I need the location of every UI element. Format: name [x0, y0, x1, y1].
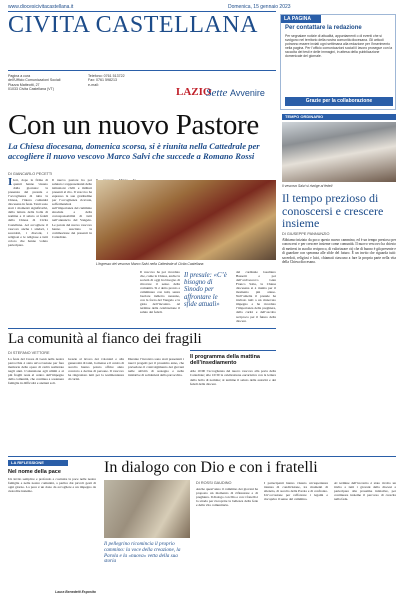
- main-photo-caption: L’ingresso del vescovo Marco Salvi nella Cattedrale di Civita Castellana: [96, 262, 204, 266]
- masthead-rule: [8, 70, 276, 71]
- section-rule: [8, 328, 276, 329]
- reflection-body: Un invito semplice e profondo a costruire la pace nelle nostre famiglie e nelle nostre comunità, a partire dai piccoli gesti di ogni giorno. La pace è un dono da accogliere e un impegno da custodire insieme.: [8, 477, 96, 494]
- section-col-c: Durante l’incontro sono stati presentati i nuovi progetti per il prossimo anno, che prevedono il coinvolgimento dei giovani nelle attività di sostegno e nelle iniziative di solidarietà della parrocchia.: [128, 357, 184, 378]
- right-byline: DI GIUSEPPE PANNUNZIO: [282, 232, 330, 236]
- bottom-photo-caption: Il pellegrino ricomincia il proprio cammino: la voce della creazione, la Parola e la «nuova» vetta della sua storia: [104, 541, 181, 565]
- sidebar-footer: Grazie per la collaborazione: [285, 97, 393, 106]
- installation-photo: [96, 180, 276, 260]
- program-title: Il programma della mattina dell’insediamento: [190, 354, 260, 367]
- issue-date: Domenica, 15 gennaio 2023: [228, 4, 291, 10]
- sidebar-body: Per segnalare notizie di attualità, appuntamenti o di eventi che si svolgono nel territorio della nostra comunità diocesana. Gli articoli potranno essere inviati ogni settimana alla redazione per l’inserimento nella pagina. Per l’ufficio comunicazioni sociali il lavoro prosegue con la raccolta dei testi e delle immagini, in attesa della pubblicazione domenicale del giornale.: [285, 34, 393, 59]
- sidebar-title: Per contattare la redazione: [285, 25, 362, 31]
- bottom-col-3: Al termine dell’incontro è stato rivolto un invito a tutti i giovani della diocesi a partecipare alle prossime iniziative, per continuare insieme il percorso di crescita nella fede.: [334, 481, 396, 502]
- bottom-col-1: Anche quest’anno il cammino dei giovani ha proposto un momento di riflessione e di preghiera. Il dialogo con Dio e con i fratelli è la strada per riscoprire la bellezza della fede e della vita comunitaria.: [196, 487, 258, 508]
- main-col-mid: Il vescovo ha poi ricordato che, come la Chiesa, anche la società di oggi ha bisogno di ritrovare il senso della comunità. Si è detto pronto a camminare con tutti, senza lasciare indietro nessuno, con la forza del Vangelo e la gioia dell’incontro. Al termine della celebrazione il saluto dei fedeli.: [140, 270, 180, 315]
- section-headline: La comunità al fianco dei fragili: [8, 331, 202, 347]
- logo-sette: Sette: [206, 87, 228, 99]
- logo-lazio: LAZIO: [176, 86, 212, 98]
- main-col-4: del cardinale Gualtiero Bassetti e poi dell’arcivescovo Gian Franco Saba, la Chiesa diocesana si è riunita per il momento più atteso. Nell’omelia il presule ha invitato tutti a un rinnovato impegno e ha ricordato l’importanza della preghiera, della carità e dell’ascolto reciproco per il futuro della diocesi.: [236, 270, 276, 322]
- office-info: Pagina a cura dell’Ufficio Comunicazioni Sociali Piazza Matteotti, 27 01033 Civita Castellana (VT): [8, 74, 61, 92]
- site-url: www.diocesicivitacastellana.it: [8, 4, 74, 10]
- bottom-rule: [8, 456, 396, 457]
- sidebar-tab: LA PAGINA: [281, 15, 321, 23]
- main-col-2: Il nuovo pastore ha poi salutato i rappresentanti delle istituzioni civili e militari presenti al rito. Il vescovo ha espresso la sua gratitudine per l’accoglienza ricevuta, soffermandosi sull’importanza del cammino sinodale e della corresponsabilità di tutti nell’annuncio del Vangelo. Le parole del nuovo vescovo hanno suscitato la commozione dei presenti in Cattedrale.: [52, 178, 92, 239]
- section-byline: DI STEFANO VETTORE: [8, 351, 50, 355]
- pilgrim-photo: [104, 480, 190, 538]
- masthead: CIVITA CASTELLANA: [8, 12, 258, 38]
- reflection-author: Laura Benedetti Esposito: [55, 590, 96, 594]
- section-col-a: La festa del Cuore di Gesù nella nostra parrocchia è stata un’occasione per fare memoria delle opere di carità realizzate negli anni. L’attenzione agli ultimi e ai più fragili resta al centro dell’impegno della comunità, che continua a sostenere famiglie in difficoltà e anziani soli.: [8, 357, 64, 386]
- main-deck: La Chiesa diocesana, domenica scorsa, si è riunita nella Cattedrale per accogliere il nuovo vescovo Marco Salvi che succede a Romano Rossi: [8, 141, 260, 161]
- main-col-1: I Ieri, dopo la firma di quanti hanno vissuto dalla giornata: la presenza del presule e l’accoglienza di tutta la Chiesa, l’intera comunità diocesana in festa. Tanti sono stati i momenti significativi, dalla lettura della bolla di nomina e il saluto ai fedeli della Chiesa di Civita Castellana. Ad accogliere il vescovo anche i sindaci, i sacerdoti, i diaconi, i religiosi e le religiose e tutti coloro che hanno voluto partecipare.: [8, 178, 48, 247]
- program-body: Alle 10:00 l’accoglienza del nuovo vescovo alla porta della Cattedrale; alle 10:30 la celebrazione eucaristica con la lettura della bolla di nomina; al termine il saluto delle autorità e dei fedeli della diocesi.: [190, 369, 276, 386]
- reflection-title: Nel nome della pace: [8, 469, 61, 475]
- program-box: [190, 350, 276, 450]
- section-col-b: Grazie al lavoro dei volontari e alla generosità di tanti, la mensa e il centro di ascolto hanno potuto offrire aiuto concreto a decine di persone. Il vescovo ha ringraziato tutti per la testimonianza di carità.: [68, 357, 124, 382]
- right-photo-caption: Il vescovo Salvi si rivolge ai fedeli: [282, 184, 333, 188]
- bottom-headline: In dialogo con Dio e con i fratelli: [104, 459, 318, 476]
- bottom-col-2: I partecipanti hanno vissuto un’esperienza intensa di condivisione, tra momenti di silenzio, di ascolto della Parola e di confronto. Un’occasione per rafforzare i legami e riscoprire il senso del cammino.: [264, 481, 328, 502]
- bishop-photo: [282, 122, 396, 182]
- right-tab: TEMPO ORDINARIO: [282, 114, 396, 120]
- right-body: Abbiamo iniziato da poco questo nuovo cammino, ed è un tempo prezioso per conoscersi e per crescere insieme come comunità. Il nuovo vescovo ha chiesto di mettersi in ascolto reciproco, di valorizzare ciò che di buono è già presente e di guardare con speranza alle sfide del futuro. È un invito che riguarda tutti: sacerdoti, religiosi e laici, chiamati ciascuno a fare la propria parte nella vita della Chiesa diocesana.: [282, 238, 396, 265]
- main-pullquote: Il presule: «C’è bisogno di Sinodo per affrontare le sfide attuali»: [184, 272, 227, 308]
- main-byline: DI GIANCARLO PECETTI: [8, 172, 53, 176]
- logo-avvenire: Avvenire: [230, 88, 265, 98]
- contact-info: Telefono: 0761 513722 Fax: 0761 598213 e-mail:: [88, 74, 125, 87]
- right-headline: Il tempo prezioso di conoscersi e crescere insieme: [282, 191, 384, 230]
- main-headline: Con un nuovo Pastore: [8, 109, 259, 141]
- contact-sidebar: [280, 14, 396, 110]
- reflection-tab: LA RIFLESSIONE: [8, 460, 68, 466]
- bottom-byline: DI ROSSI GAUDINO: [196, 481, 232, 485]
